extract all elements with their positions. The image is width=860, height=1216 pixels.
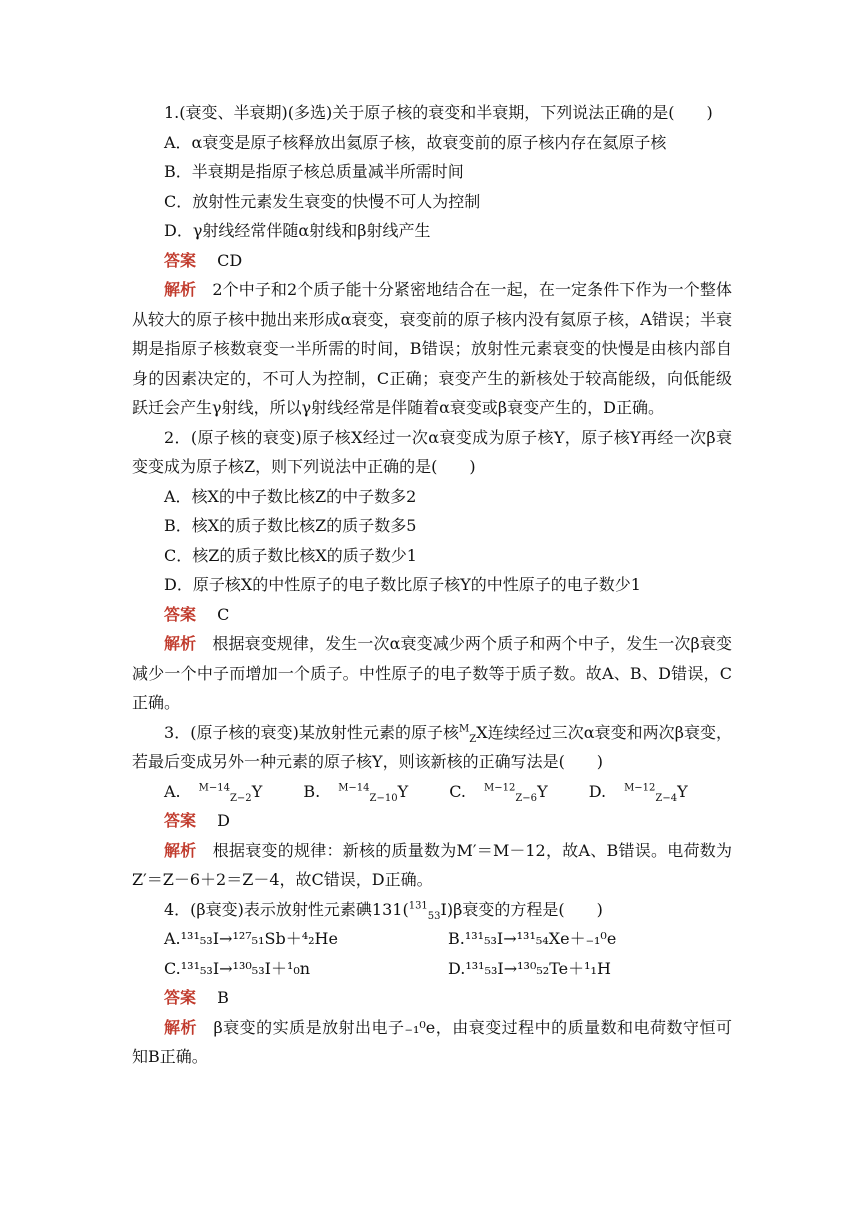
mass-number: M <box>459 723 470 735</box>
answer-value: D <box>217 811 230 830</box>
question-3-option-c: C. $^{M-12}_{Z-6}$Y <box>449 781 548 804</box>
document-page <box>132 98 732 1072</box>
question-4-analysis <box>132 1013 732 1072</box>
analysis-label: 解析 <box>164 634 197 653</box>
analysis-label: 解析 <box>164 1017 197 1037</box>
answer-label: 答案 <box>164 988 197 1007</box>
question-1-analysis <box>132 275 732 423</box>
answer-value: C <box>217 604 230 624</box>
question-2-option-b: B．核X的质子数比核Z的质子数多5 <box>164 516 417 535</box>
answer-value: CD <box>217 250 243 270</box>
analysis-text: 根据衰变规律，发生一次α衰变减少两个质子和两个中子，发生一次β衰变减少一个中子而增加一个质子。中性原子的电子数等于质子数。故A、B、D错误，C正确。 <box>132 634 732 712</box>
question-4-answer <box>132 983 732 1013</box>
question-4-stem <box>132 895 732 925</box>
question-3-analysis <box>132 836 732 895</box>
nuclide-symbol: X <box>476 722 488 742</box>
analysis-text: β衰变的实质是放射出电子₋₁⁰e，由衰变过程中的质量数和电荷数守恒可知B正确。 <box>132 1017 732 1066</box>
question-2-stem: 2．(原子核的衰变)原子核X经过一次α衰变成为原子核Y，原子核Y再经一次β衰变变成为原子核Z，则下列说法中正确的是( ) <box>132 427 732 476</box>
question-2-option-d: D．原子核X的中性原子的电子数比原子核Y的中性原子的电子数少1 <box>164 575 641 594</box>
question-3-options <box>132 777 732 807</box>
analysis-label: 解析 <box>164 280 197 299</box>
question-1-answer <box>132 246 732 276</box>
analysis-text: 根据衰变的规律：新核的质量数为M′＝M－12，故A、B错误。电荷数为Z′＝Z－6＋2＝Z－4，故C错误，D正确。 <box>132 840 732 889</box>
question-1-option-c: C．放射性元素发生衰变的快慢不可人为控制 <box>164 191 481 211</box>
question-2-answer <box>132 600 732 630</box>
mass-number: 131 <box>408 900 428 912</box>
nuclide-symbol: I <box>440 899 447 919</box>
question-4-options-row-2 <box>132 954 732 984</box>
analysis-label: 解析 <box>164 840 197 860</box>
stem-text: 3．(原子核的衰变)某放射性元素的原子核 <box>164 722 460 742</box>
analysis-text: 2个中子和2个质子能十分紧密地结合在一起，在一定条件下作为一个整体从较大的原子核中抛出来形成α衰变，衰变前的原子核内没有氦原子核，A错误；半衰期是指原子核数衰变一半所需的时间，B错误；放射性元素衰变的快慢是由核内部自身的因素决定的，不可人为控制，C正确；衰变产生的新核处于较高能级，向低能级跃迁会产生γ射线，所以γ射线经常是伴随着α衰变或β衰变产生的，D正确。 <box>132 280 732 417</box>
atomic-number: Z <box>469 733 477 745</box>
question-4-option-a: A.¹³¹₅₃I→¹²⁷₅₁Sb＋⁴₂He <box>164 929 338 948</box>
stem-text-rest: 连续经过三次α衰变和两次β衰变，若最后变成另外一种元素的原子核Y，则该新核的正确写法是( ) <box>132 722 732 771</box>
answer-label: 答案 <box>164 604 197 624</box>
question-4-option-c: C.¹³¹₅₃I→¹³⁰₅₃I＋¹₀n <box>164 958 311 978</box>
answer-label: 答案 <box>164 250 197 270</box>
question-4-option-b: B.¹³¹₅₃I→¹³¹₅₄Xe＋₋₁⁰e <box>448 929 617 948</box>
stem-text-rest: )β衰变的方程是( ) <box>446 899 603 919</box>
question-1-option-a: A．α衰变是原子核释放出氦原子核，故衰变前的原子核内存在氦原子核 <box>164 132 667 152</box>
question-3-stem <box>132 718 732 777</box>
answer-label: 答案 <box>164 811 197 830</box>
question-3-option-d: D. $^{M-12}_{Z-4}$Y <box>588 781 688 804</box>
question-3-option-a: A. $^{M-14}_{Z-2}$Y <box>164 781 263 804</box>
question-3-answer <box>132 806 732 836</box>
question-1-option-b: B．半衰期是指原子核总质量减半所需时间 <box>164 162 464 181</box>
question-4-option-d: D.¹³¹₅₃I→¹³⁰₅₂Te＋¹₁H <box>448 958 611 978</box>
question-1-stem: 1.(衰变、半衰期)(多选)关于原子核的衰变和半衰期，下列说法正确的是( ) <box>164 103 713 122</box>
stem-text: 4．(β衰变)表示放射性元素碘131( <box>164 899 409 919</box>
question-2-option-c: C．核Z的质子数比核X的质子数少1 <box>164 545 417 565</box>
question-3-option-b: B. $^{M-14}_{Z-10}$Y <box>303 781 409 804</box>
question-2-option-a: A．核X的中子数比核Z的中子数多2 <box>164 486 417 506</box>
question-4-options-row-1 <box>132 924 732 954</box>
question-1-option-d: D．γ射线经常伴随α射线和β射线产生 <box>164 221 431 240</box>
atomic-number: 53 <box>427 910 441 922</box>
answer-value: B <box>217 988 229 1007</box>
question-2-analysis <box>132 629 732 718</box>
